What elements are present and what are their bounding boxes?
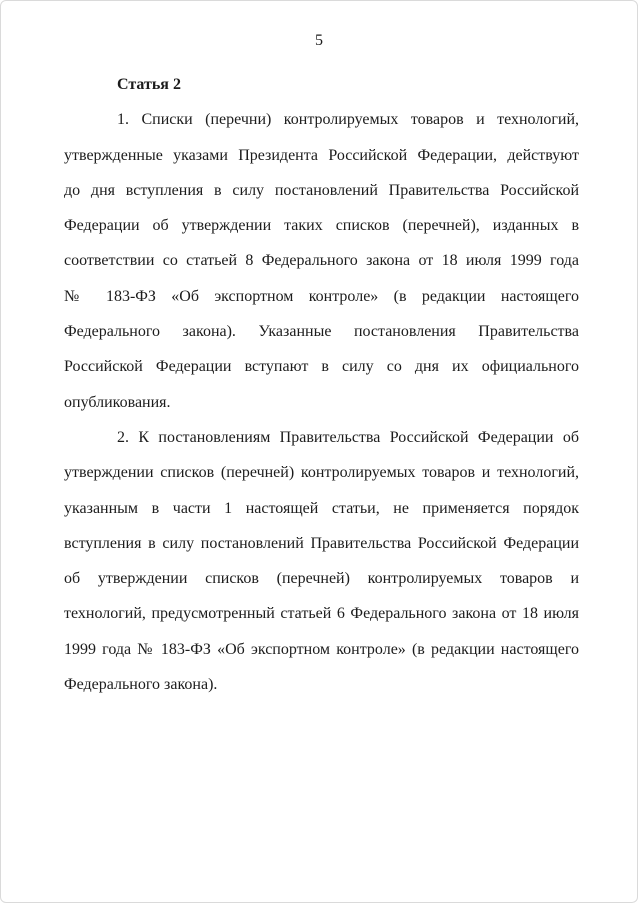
text-line: 2. К постановлениям Правительства Российской Федерации об <box>117 428 579 446</box>
text-line: вступления в силу постановлений Правительства Российской Федерации <box>64 534 579 552</box>
text-line: Российской Федерации вступают в силу со дня их официального <box>64 358 579 376</box>
text-line: до дня вступления в силу постановлений Правительства Российской <box>64 181 579 199</box>
text-line: 1999 года № 183-ФЗ «Об экспортном контроле» (в редакции настоящего <box>64 640 579 658</box>
text-line: соответствии со статьей 8 Федерального закона от 18 июля 1999 года <box>64 252 579 270</box>
text-line: указанным в части 1 настоящей статьи, не применяется порядок <box>64 499 579 517</box>
article-heading: Статья 2 <box>117 76 181 93</box>
text-line: № 183-ФЗ «Об экспортном контроле» (в редакции настоящего <box>64 287 579 305</box>
text-line: утвержденные указами Президента Российской Федерации, действуют <box>64 146 579 164</box>
text-line: Федерального закона). <box>64 676 218 694</box>
text-line: 1. Списки (перечни) контролируемых товаров и технологий, <box>117 111 579 129</box>
text-line: Федерального закона). Указанные постановления Правительства <box>64 323 579 341</box>
text-line: опубликования. <box>64 393 171 411</box>
text-line: Федерации об утверждении таких списков (перечней), изданных в <box>64 217 579 235</box>
text-line: об утверждении списков (перечней) контролируемых товаров и <box>64 570 579 588</box>
article-body <box>64 102 579 702</box>
paragraph <box>64 420 579 702</box>
text-line: технологий, предусмотренный статьей 6 Федерального закона от 18 июля <box>64 605 579 623</box>
text-line: утверждении списков (перечней) контролируемых товаров и технологий, <box>64 464 579 482</box>
page-number: 5 <box>315 32 323 49</box>
page-content <box>64 67 579 702</box>
paragraph <box>64 102 579 420</box>
